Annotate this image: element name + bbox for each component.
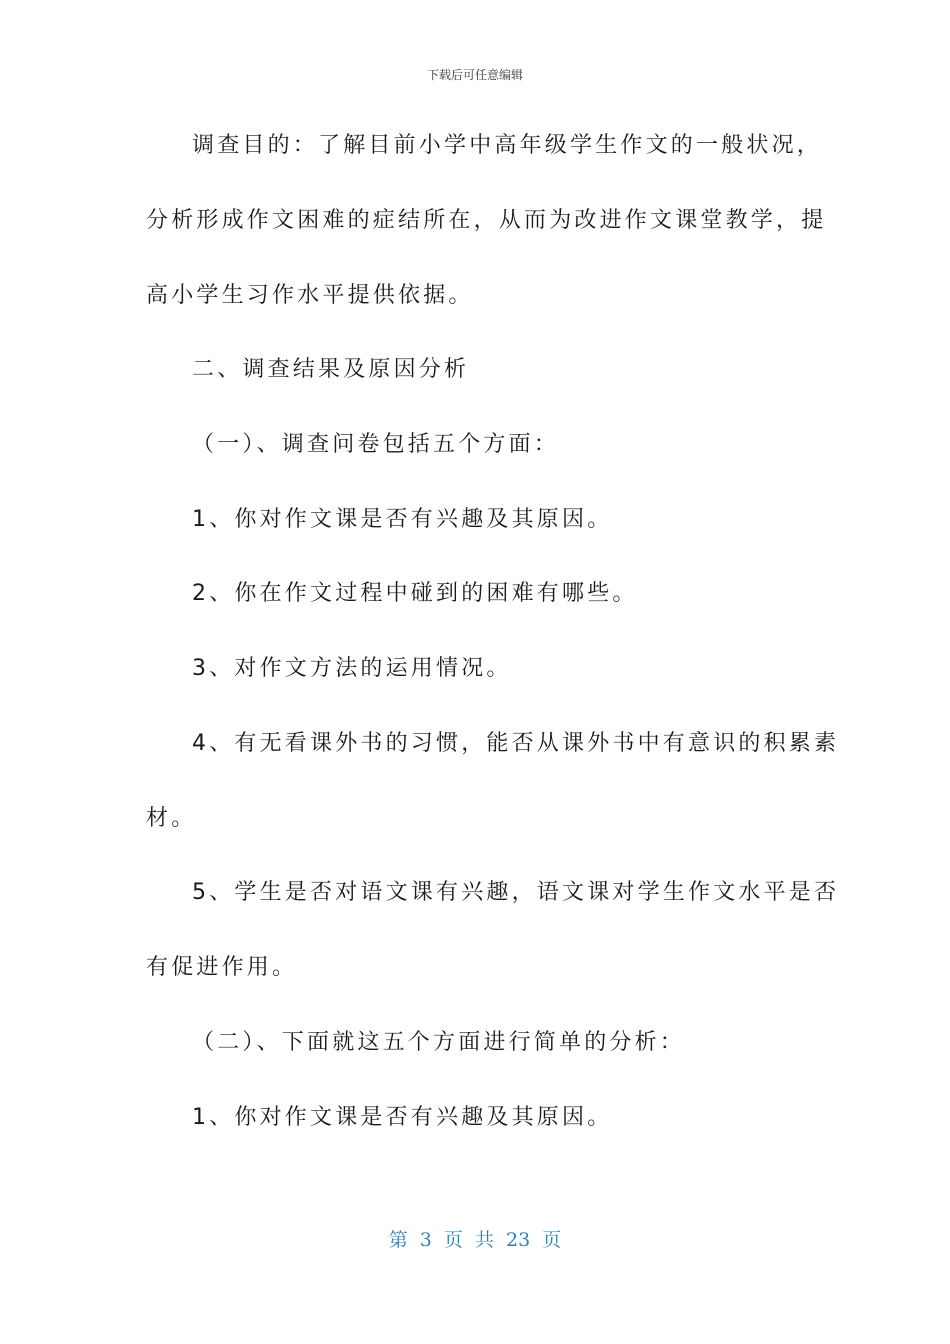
text-line: 高小学生习作水平提供依据。 — [146, 283, 474, 308]
text-line: 有促进作用。 — [146, 955, 298, 980]
list-item: 3、对作文方法的运用情况。 — [192, 656, 512, 681]
header-note: 下载后可任意编辑 — [426, 68, 523, 82]
list-item: 5、学生是否对语文课有兴趣，语文课对学生作文水平是否 — [192, 880, 840, 905]
list-item: 2、你在作文过程中碰到的困难有哪些。 — [192, 581, 638, 606]
page-number: 第 3 页 共 23 页 — [388, 1229, 562, 1251]
subsection-heading: （一）、调查问卷包括五个方面： — [192, 432, 560, 457]
subsection-heading: （二）、下面就这五个方面进行简单的分析： — [192, 1030, 686, 1055]
list-item: 4、有无看课外书的习惯，能否从课外书中有意识的积累素 — [192, 731, 840, 756]
section-heading: 二、调查结果及原因分析 — [192, 357, 470, 382]
text-line: 分析形成作文困难的症结所在，从而为改进作文课堂教学，提 — [146, 208, 827, 233]
text-line: 材。 — [146, 806, 197, 831]
list-item: 1、你对作文课是否有兴趣及其原因。 — [192, 1105, 613, 1130]
list-item: 1、你对作文课是否有兴趣及其原因。 — [192, 507, 613, 532]
text-line: 调查目的：了解目前小学中高年级学生作文的一般状况， — [192, 133, 823, 158]
